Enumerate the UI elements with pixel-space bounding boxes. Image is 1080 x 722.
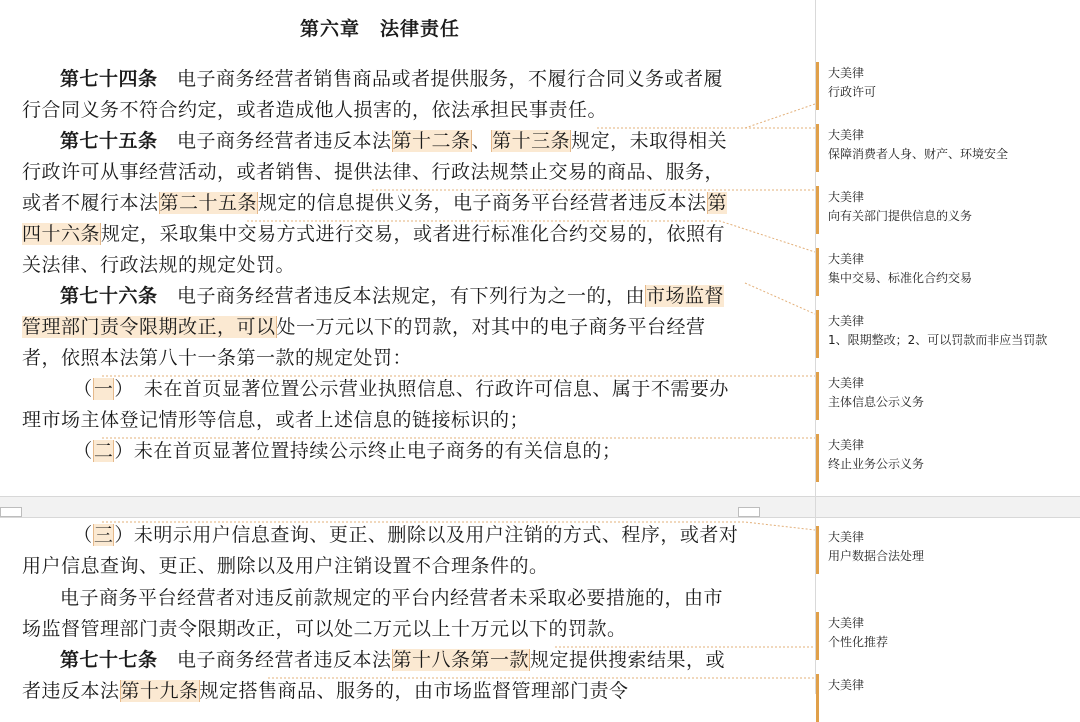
comment-author: 大美律 xyxy=(828,530,865,544)
article-75-text-5: 规定，采取集中交易方式进行交易，或者进行标准化合约交易的，依照有关法律、行政法规的规定处罚。 xyxy=(22,223,726,276)
article-77-text-1: 电子商务经营者违反本法 xyxy=(157,649,392,671)
comment-anchor-article-46[interactable]: 第四十六条 xyxy=(22,192,728,245)
article-74 xyxy=(22,64,742,126)
comment-4[interactable] xyxy=(816,248,1076,296)
comment-text: 保障消费者人身、财产、环境安全 xyxy=(828,147,1009,161)
article-75-text-3: 规定，未取得相关行政许可从事经营活动，或者销售、提供法律、行政法规禁止交易的商品、服务，或者不履行本法 xyxy=(22,130,728,214)
comment-author: 大美律 xyxy=(828,66,865,80)
article-75-text-1: 电子商务经营者违反本法 xyxy=(157,130,392,152)
page-break-marker-left xyxy=(0,507,22,517)
article-76-item-1 xyxy=(22,374,742,436)
comment-9[interactable] xyxy=(816,612,1076,660)
comment-author: 大美律 xyxy=(828,128,865,142)
item-2-text: ）未在首页显著位置持续公示终止电子商务的有关信息的； xyxy=(114,440,622,462)
comment-text: 集中交易、标准化合约交易 xyxy=(828,271,973,285)
comment-text: 主体信息公示义务 xyxy=(828,395,925,409)
article-74-text: 电子商务经营者销售商品或者提供服务，不履行合同义务或者履行合同义务不符合约定，或者造成他人损害的，依法承担民事责任。 xyxy=(22,68,724,121)
comment-text: 终止业务公示义务 xyxy=(828,457,925,471)
item-3-open: （ xyxy=(73,524,93,546)
comment-anchor-item-1[interactable]: 一 xyxy=(93,378,114,400)
comment-author: 大美律 xyxy=(828,314,865,328)
page-break-marker-right xyxy=(738,507,760,517)
comment-text: 行政许可 xyxy=(828,85,877,99)
article-76 xyxy=(22,281,742,374)
comment-8[interactable] xyxy=(816,526,1076,574)
comment-1[interactable] xyxy=(816,62,1076,110)
comment-author: 大美律 xyxy=(828,190,865,204)
comment-author: 大美律 xyxy=(828,376,865,390)
article-74-label: 第七十四条 xyxy=(60,68,158,90)
article-75-text-2: 、 xyxy=(471,130,492,152)
comment-anchor-market-supervision-1[interactable]: 市场 xyxy=(646,285,686,307)
item-1-open: （ xyxy=(73,378,93,400)
item-2-open: （ xyxy=(73,440,93,462)
comment-anchor-article-25[interactable]: 第二十五条 xyxy=(159,192,258,214)
article-77 xyxy=(22,645,742,707)
comment-2[interactable] xyxy=(816,124,1076,172)
comment-anchor-article-13[interactable]: 第十三条 xyxy=(492,130,571,152)
chapter-title: 第六章 法律责任 xyxy=(299,18,460,40)
article-77-text-3: 规定搭售商品、服务的，由市场监督管理部门责令 xyxy=(199,680,629,702)
comment-author: 大美律 xyxy=(828,438,865,452)
article-75-text-4: 规定的信息提供义务，电子商务平台经营者违反本法 xyxy=(258,192,707,214)
comments-pane xyxy=(816,0,1080,694)
article-76-text-1: 电子商务经营者违反本法规定，有下列行为之一的，由 xyxy=(157,285,646,307)
comment-anchor-article-12[interactable]: 第十二条 xyxy=(392,130,471,152)
comment-anchor-article-18[interactable]: 第十八条第一款 xyxy=(392,649,530,671)
article-75-label: 第七十五条 xyxy=(60,130,158,152)
comment-anchor-article-19[interactable]: 第十九条 xyxy=(120,680,199,702)
article-75 xyxy=(22,126,742,281)
comment-text: 用户数据合法处理 xyxy=(828,549,925,563)
article-77-text-2: 规定提供搜索结果，或者违反本法 xyxy=(22,649,726,702)
article-76-text-2: 处一万元以下的罚款，对其中的电子商务平台经营者，依照本法第八十一条第一款的规定处罚： xyxy=(22,316,706,369)
comment-author: 大美律 xyxy=(828,616,865,630)
comment-5[interactable] xyxy=(816,310,1076,358)
comment-text: 个性化推荐 xyxy=(828,635,889,649)
comment-text: 向有关部门提供信息的义务 xyxy=(828,209,973,223)
item-1-text: ） 未在首页显著位置公示营业执照信息、行政许可信息、属于不需要办理市场主体登记情形等信息，或者上述信息的链接标识的； xyxy=(22,378,729,431)
comment-10[interactable] xyxy=(816,674,1076,722)
comment-7[interactable] xyxy=(816,434,1076,482)
article-76-item-2 xyxy=(22,436,742,467)
article-76-label: 第七十六条 xyxy=(60,285,158,307)
comment-6[interactable] xyxy=(816,372,1076,420)
comment-author: 大美律 xyxy=(828,252,865,266)
comment-anchor-item-3[interactable]: 三 xyxy=(93,524,114,546)
item-3-text: ）未明示用户信息查询、更正、删除以及用户注销的方式、程序，或者对用户信息查询、更正、删除以及用户注销设置不合理条件的。 xyxy=(22,524,739,577)
comment-3[interactable] xyxy=(816,186,1076,234)
article-76-item-3 xyxy=(22,520,742,582)
article-77-label: 第七十七条 xyxy=(60,649,158,671)
comment-author: 大美律 xyxy=(828,678,865,692)
comment-anchor-item-2[interactable]: 二 xyxy=(93,440,114,462)
platform-paragraph: 电子商务平台经营者对违反前款规定的平台内经营者未采取必要措施的，由市场监督管理部门责令限期改正，可以处二万元以上十万元以下的罚款。 xyxy=(22,587,724,640)
comment-anchor-market-supervision-2[interactable]: 监督管理部门责令限期改正，可以 xyxy=(22,285,725,338)
comment-text: 1、限期整改；2、可以罚款而非应当罚款 xyxy=(828,333,1048,347)
